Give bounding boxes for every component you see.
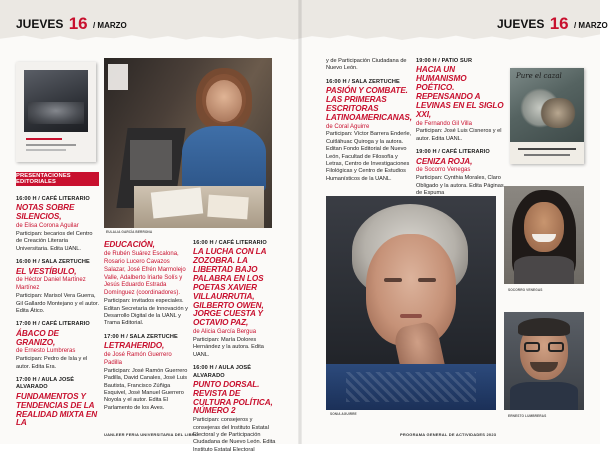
entry-details: Participan: Pedro de Isla y el autor. Edita Era. <box>16 356 88 370</box>
entry-author: de Héctor Daniel Martínez Martínez <box>16 277 86 292</box>
weekday-label: JUEVES <box>497 17 545 31</box>
program-entry <box>326 79 412 183</box>
entry-time-venue: 17:00 H / CAFÉ LITERARIO <box>16 321 90 328</box>
entry-title: PUNTO DORSAL. REVISTA DE CULTURA POLÍTICA, NÚMERO 2 <box>193 379 273 416</box>
photo-writer-at-desk <box>104 58 272 228</box>
entry-author: de Coral Aguirre <box>326 123 370 130</box>
program-entry <box>104 334 188 412</box>
entry-author: de Alicia García Bergua <box>193 329 257 336</box>
day-number: 16 <box>549 14 569 33</box>
center-fold <box>298 0 302 444</box>
entry-title: HACIA UN HUMANISMO POÉTICO. REPENSANDO A LEVINAS EN EL SIGLO XXI, <box>416 65 504 119</box>
entry-author: de Fernando Gil Villa <box>416 120 472 127</box>
entry-details: Participan: consejeros y consejeras del Instituto Estatal Electoral y de Participación Ciudadana de Nuevo León. Edita Instituto Estatal Electoral <box>193 417 276 453</box>
book-cover-right <box>510 68 584 164</box>
program-entry <box>16 377 100 428</box>
photo-man-right <box>504 312 584 410</box>
date-header-right <box>497 14 608 34</box>
program-entry <box>104 241 188 328</box>
caption-writer-at-desk: EULALIA GARCÍA BERRONA <box>106 230 153 234</box>
entry-details: y de Participación Ciudadana de Nuevo León. <box>326 58 407 72</box>
photo-woman-right <box>504 186 584 284</box>
entry-author: de José Ramón Guerrero Padilla <box>104 352 172 366</box>
program-entry <box>326 58 412 73</box>
entry-title: FUNDAMENTOS Y TENDENCIAS DE LA REALIDAD MIXTA EN LA <box>16 391 98 428</box>
entry-details: Participan: Marisol Vera Guerra, Gil Gallardo Montejano y el autor. Edita Ático. <box>16 293 100 314</box>
entry-author: de Ernesto Lumbreras <box>16 348 76 355</box>
program-column-4 <box>326 58 412 189</box>
section-label-presentaciones: PRESENTACIONES EDITORIALES <box>16 172 99 186</box>
entry-time-venue: 19:00 H / PATIO SUR <box>416 58 473 64</box>
program-entry <box>16 321 100 371</box>
footer-left: UANLEER FERIA UNIVERSITARIA DEL LIBRO <box>104 432 199 437</box>
entry-details: Participan: José Luis Cisneros y el autor. Edita UANL. <box>416 128 502 142</box>
program-column-1 <box>16 196 100 434</box>
entry-time-venue: 16:00 H / SALA ZERTUCHE <box>326 78 400 85</box>
entry-title: CENIZA ROJA, <box>416 156 473 166</box>
program-entry <box>193 365 279 454</box>
entry-title: EDUCACIÓN, <box>104 240 155 249</box>
date-header-left <box>16 14 127 34</box>
entry-details: Participan: Cynthia Morales, Claro Obligado y la autora. Edita Páginas de Espuma <box>416 175 504 197</box>
entry-title: EL VESTÍBULO, <box>16 266 77 276</box>
entry-title: ÁBACO DE GRANIZO, <box>16 328 59 347</box>
entry-details: Participan: José Ramón Guerrero Padilla, David Canales, José Luis Bautista, Francisco Zúñiga Esquivel, José Manuel Guerrero Noyola y el autor. Edita El Parlamento de los Aves. <box>104 367 188 411</box>
book-cover-left <box>16 62 96 162</box>
day-number: 16 <box>68 14 88 33</box>
entry-author: de Elisa Corona Aguilar <box>16 223 79 230</box>
entry-time-venue: 16:00 H / CAFÉ LITERARIO <box>16 196 90 202</box>
program-entry <box>416 58 504 143</box>
entry-time-venue: 16:00 H / AULA JOSÉ ALVARADO <box>193 365 252 379</box>
program-column-3 <box>193 240 279 460</box>
month-label: / MARZO <box>92 21 127 30</box>
program-column-2 <box>104 240 188 418</box>
program-column-5 <box>416 58 504 203</box>
entry-details: Participan: becarios del Centro de Creación Literaria Universitaria. Edita UANL. <box>16 231 93 252</box>
program-entry <box>416 149 504 197</box>
entry-author: de Socorro Venegas <box>416 167 471 174</box>
month-label: / MARZO <box>573 21 608 30</box>
entry-title: LA LUCHA CON LA ZOZOBRA. LA LIBERTAD BAJO PALABRA EN LOS POETAS XAVIER VILLAURRUTIA, GILBERTO OWEN, JORGE CUESTA Y OCTAVIO PAZ, <box>193 247 267 328</box>
entry-time-venue: 17:00 H / AULA JOSÉ ALVARADO <box>16 377 75 391</box>
caption-elderly-woman: SONIA AGUIRRE <box>330 412 357 416</box>
program-entry <box>16 259 100 315</box>
entry-details: Participan: María Dolores Hernández y la autora. Edita UANL. <box>193 337 264 358</box>
photo-elderly-woman <box>326 196 496 410</box>
entry-details: Participan: invitados especiales. Editan Secretaría de Innovación y Desarrollo Digital de la UANL y Trama Editorial. <box>104 298 188 327</box>
entry-details: Participan: Víctor Barrera Enderle, Cuitláhuac Quiroga y la autora. Editan Fondo Editorial de Nuevo León, Facultad de Filosofía y Letras, Centro de Investigaciones Filológicas y Centro de Estudios Humanísticos de la UANL. <box>326 131 412 182</box>
caption-woman-right: SOCORRO VENEGAS <box>508 288 543 292</box>
program-entry <box>16 196 100 253</box>
footer-right: PROGRAMA GENERAL DE ACTIVIDADES 2023 <box>400 432 497 437</box>
entry-title: NOTAS SOBRE SILENCIOS, <box>16 203 75 222</box>
program-entry <box>193 240 279 359</box>
entry-time-venue: 17:00 H / SALA ZERTUCHE <box>104 333 178 340</box>
entry-title: PASIÓN Y COMBATE. LAS PRIMERAS ESCRITORAS LATINOAMERICANAS, <box>326 86 412 122</box>
caption-man-right: ERNESTO LUMBRERAS <box>508 414 547 418</box>
entry-time-venue: 19:00 H / CAFÉ LITERARIO <box>416 149 490 156</box>
entry-time-venue: 16:00 H / CAFÉ LITERARIO <box>193 240 267 246</box>
entry-author: de Rubén Suárez Escalona, Rosario Lucero Cavazos Salazar, José Efrén Marmolejo Valle, Adalberto Iriarte Solís y Jesús Eduardo Estrada Domínguez (coordinadores). <box>104 250 186 297</box>
entry-title: LETRAHERIDO, <box>104 341 165 351</box>
book-cover-title: Pure el cazal <box>516 72 562 80</box>
weekday-label: JUEVES <box>16 17 64 31</box>
entry-time-venue: 16:00 H / SALA ZERTUCHE <box>16 259 90 266</box>
